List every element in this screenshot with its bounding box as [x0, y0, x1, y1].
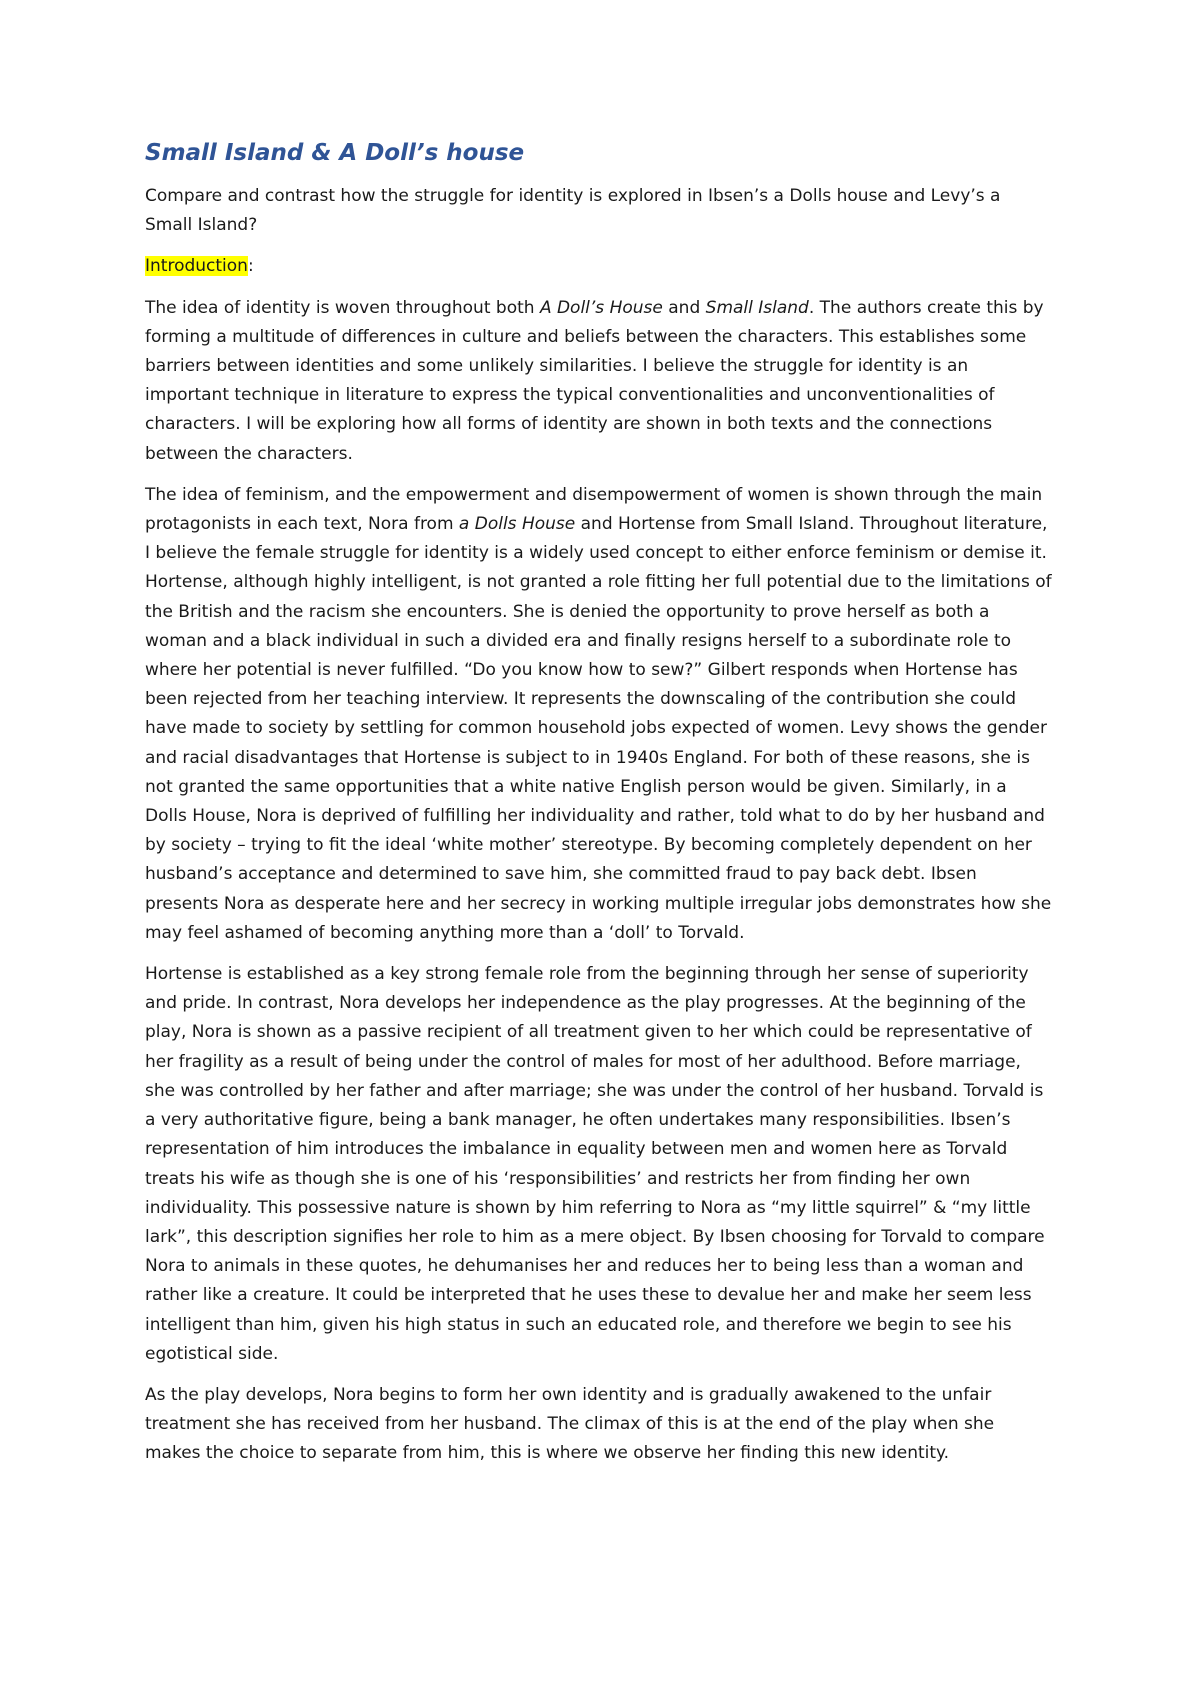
essay-question: Compare and contrast how the struggle for identity is explored in Ibsen’s a Dolls house and Levy’s a Small Island? — [145, 186, 1001, 236]
book-title-small-island: Small Island — [705, 297, 809, 318]
paragraph-text: The idea of feminism, and the empowerment and disempowerment of women is shown through the main protagonists in each text, Nora from — [145, 484, 1043, 535]
paragraph-text: The idea of identity is woven throughout both — [145, 297, 540, 318]
introduction-heading-colon: : — [247, 256, 254, 277]
document-title: Small Island & A Doll’s house — [145, 140, 525, 166]
paragraph-text: . The authors create this by forming a multitude of differences in culture and beliefs between the characters. This establishes some barriers between identities and some unlikely similarities. I believe the struggle for identity is an important technique in literature to express the typical conventionalities and unconventionalities of characters. I will be exploring how all forms of identity are shown in both texts and the connections between the characters. — [145, 297, 1044, 464]
paragraph-introduction — [145, 294, 1053, 469]
paragraph-hortense-nora: Hortense is established as a key strong female role from the beginning through her sense of superiority and pride. In contrast, Nora develops her independence as the play progresses. At the beginning of the play, Nora is shown as a passive recipient of all treatment given to her which could be representative of her fragility as a result of being under the control of males for most of her adulthood. Before marriage, she was controlled by her father and after marriage; she was under the control of her husband. Torvald is a very authoritative figure, being a bank manager, he often undertakes many responsibilities. Ibsen’s representation of him introduces the imbalance in equality between men and women here as Torvald treats his wife as though she is one of his ‘responsibilities’ and restricts her from finding her own individuality. This possessive nature is shown by him referring to Nora as “my little squirrel” & “my little lark”, this description signifies her role to him as a mere object. By Ibsen choosing for Torvald to compare Nora to animals in these quotes, he dehumanises her and reduces her to being less than a woman and rather like a creature. It could be interpreted that he uses these to devalue her and make her seem less intelligent than him, given his high status in such an educated role, and therefore we begin to see his egotistical side. — [145, 964, 1045, 1364]
book-title-dolls-house: a Dolls House — [458, 514, 576, 535]
introduction-heading-text: Introduction — [145, 256, 248, 277]
paragraph-feminism — [145, 481, 1053, 948]
paragraph-text: and Hortense from Small Island. Throughout literature, I believe the female struggle for identity is a widely used concept to either enforce feminism or demise it. Hortense, although highly intelligent, is not granted a role fitting her full potential due to the limitations of the British and the racism she encounters. She is denied the opportunity to prove herself as both a woman and a black individual in such a divided era and finally resigns herself to a subordinate role to where her potential is never fulfilled. “Do you know how to sew?” Gilbert responds when Hortense has been rejected from her teaching interview. It represents the downscaling of the contribution she could have made to society by settling for common household jobs expected of women. Levy shows the gender and racial disadvantages that Hortense is subject to in 1940s England. For both of these reasons, she is not granted the same opportunities that a white native English person would be given. Similarly, in a Dolls House, Nora is deprived of fulfilling her individuality and rather, told what to do by her husband and by society – trying to fit the ideal ‘white mother’ stereotype. By becoming completely dependent on her husband’s acceptance and determined to save him, she committed fraud to pay back debt. Ibsen presents Nora as desperate here and her secrecy in working multiple irregular jobs demonstrates how she may feel ashamed of becoming anything more than a ‘doll’ to Torvald. — [145, 514, 1052, 943]
paragraph-text: and — [662, 297, 706, 318]
introduction-heading — [145, 252, 1053, 281]
document-body — [145, 138, 1053, 1481]
paragraph-play-develops: As the play develops, Nora begins to form her own identity and is gradually awakened to the unfair treatment she has received from her husband. The climax of this is at the end of the play when she makes the choice to separate from him, this is where we observe her finding this new identity. — [145, 1384, 995, 1464]
book-title-dolls-house: A Doll’s House — [539, 297, 663, 318]
